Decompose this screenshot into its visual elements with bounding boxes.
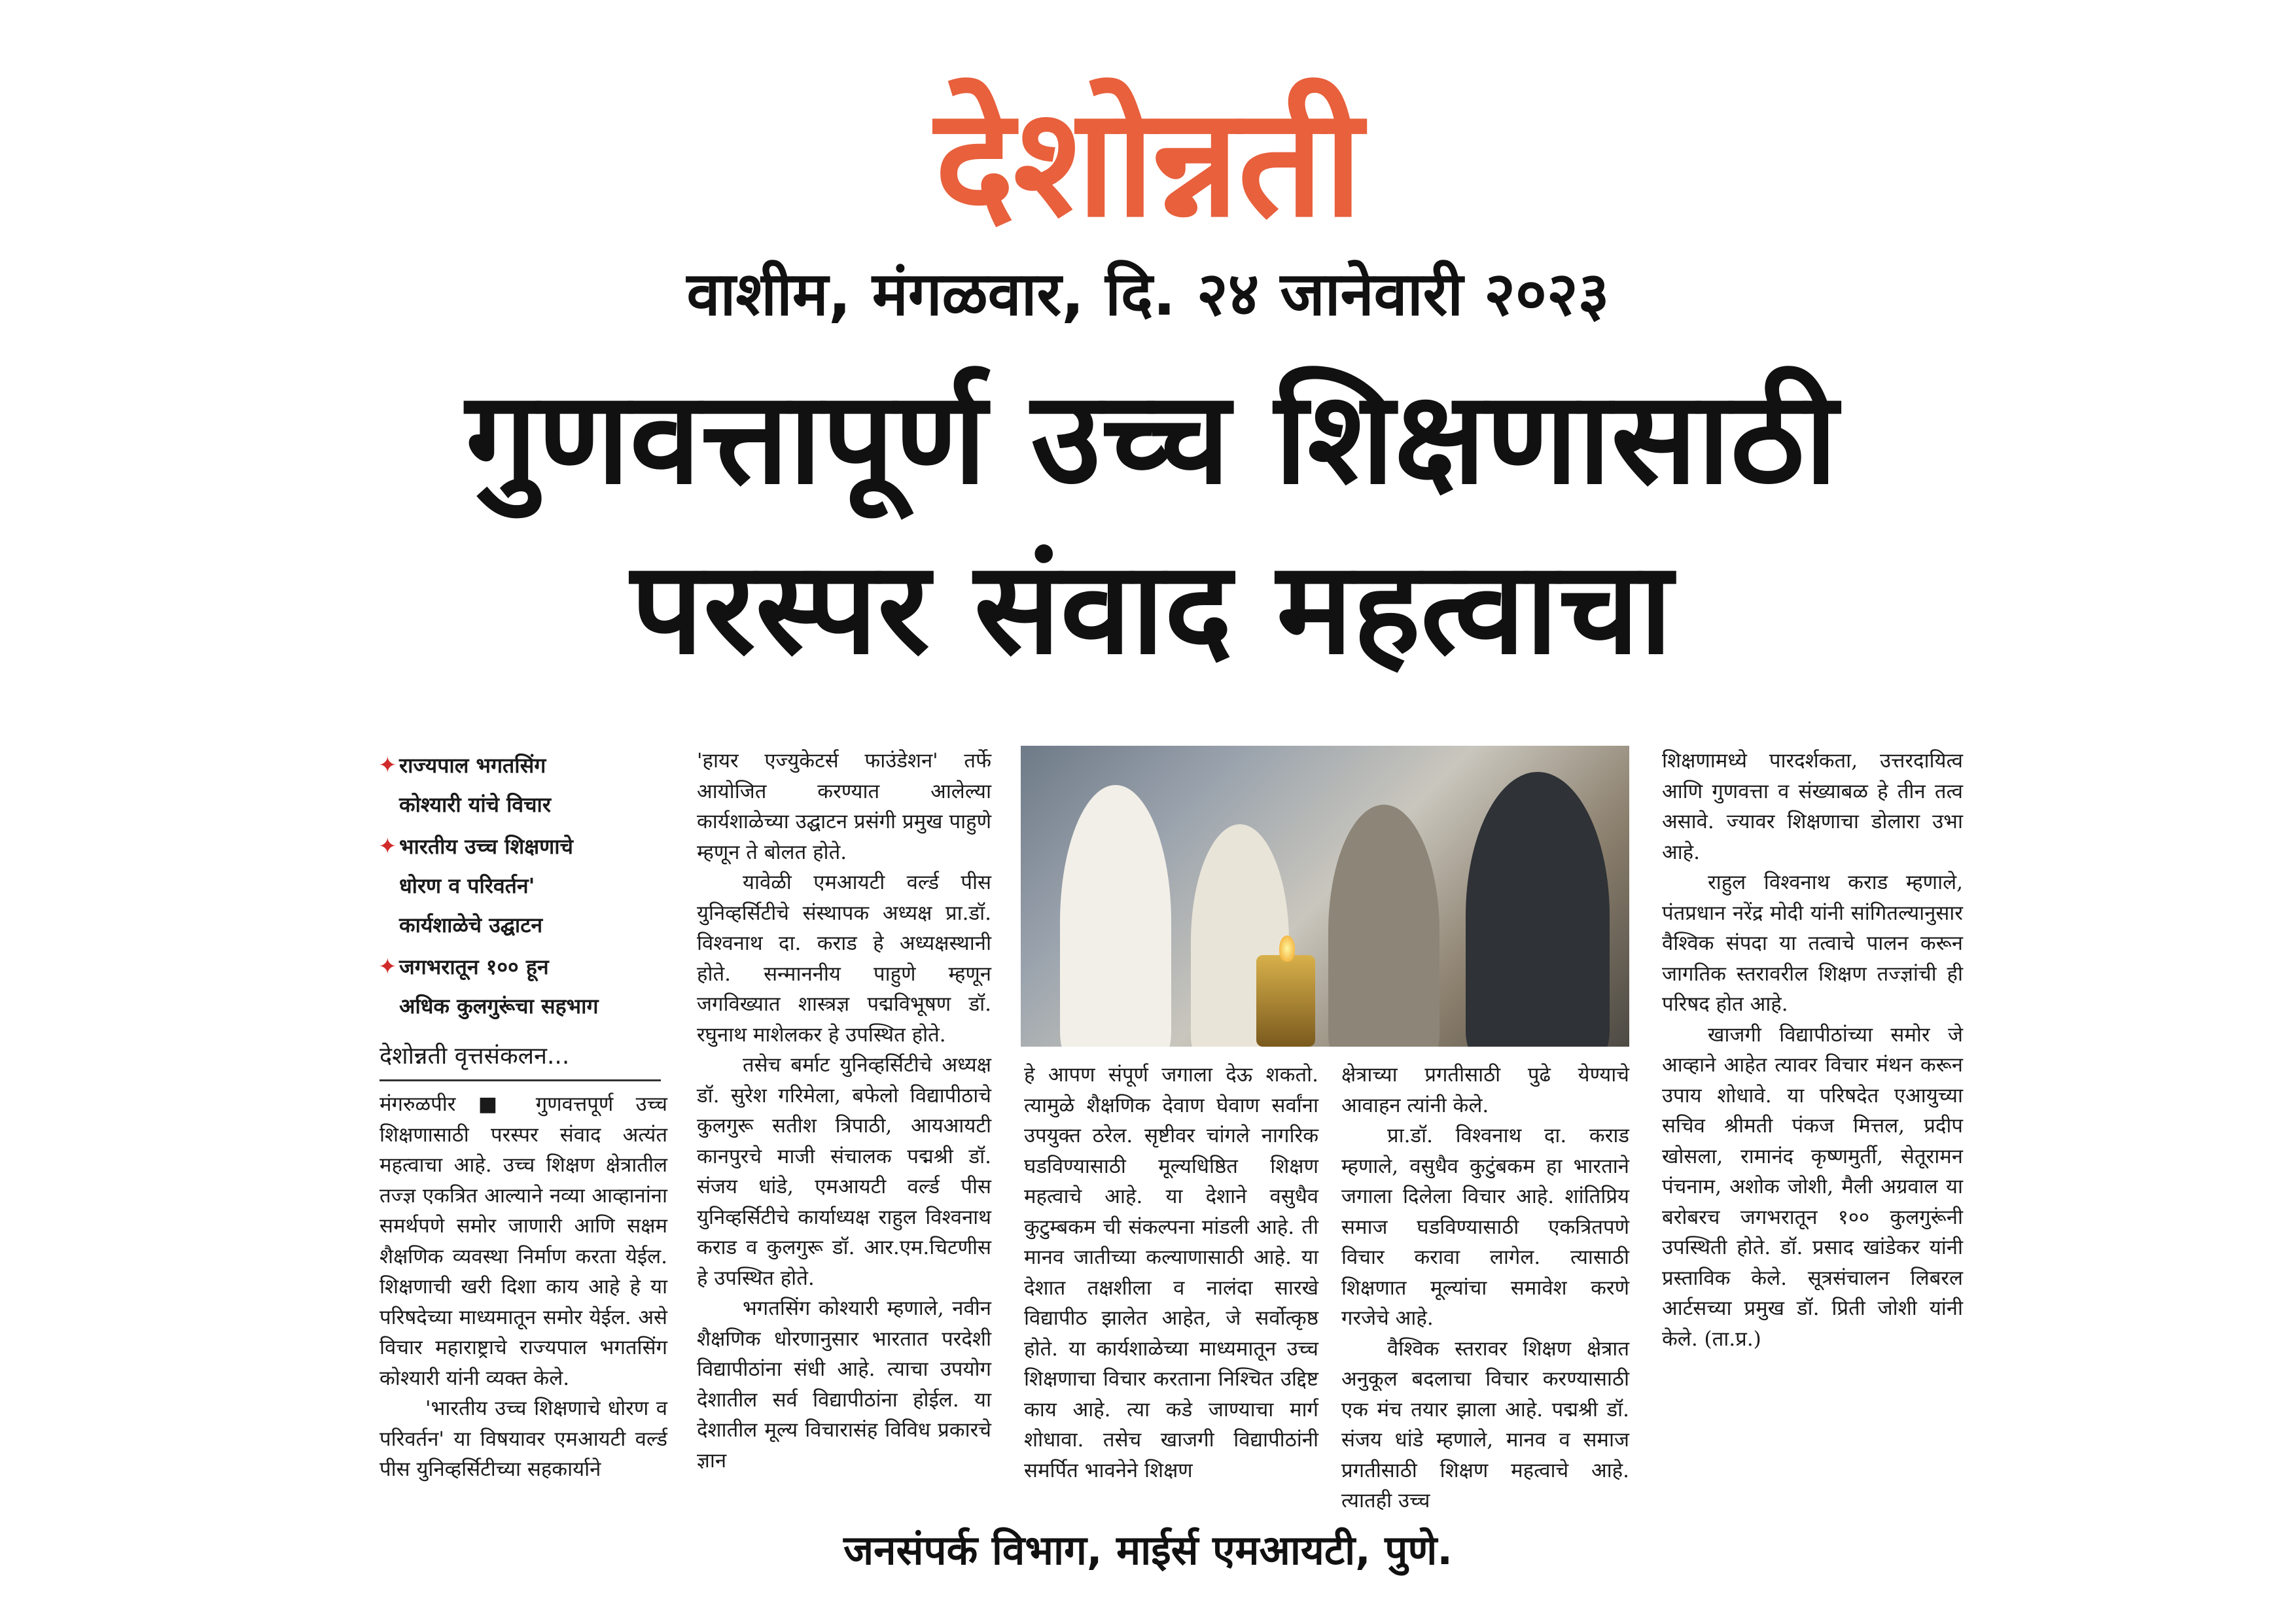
article-paragraph: भगतसिंग कोश्यारी म्हणाले, नवीन शैक्षणिक धोरणानुसार भारतात परदेशी विद्यापीठांना संधी आहे. त्याचा उपयोग देशातील सर्व विद्यापीठांना होईल. या देशातील मूल्य विचारासंह विविध प्रकारचे ज्ञान bbox=[697, 1297, 991, 1473]
article-column-5 bbox=[1662, 746, 1963, 1354]
lamp bbox=[1256, 955, 1315, 1047]
article-paragraph: हे आपण संपूर्ण जगाला देऊ शकतो. त्यामुळे शैक्षणिक देवाण घेवाण सर्वांना उपयुक्त ठरेल. सृष्टीवर चांगले नागरिक घडविण्यासाठी मूल्यधिष्ठित शिक्षण महत्वाचे आहे. या देशाने वसुधैव कुटुम्बकम ची संकल्पना मांडली आहे. ती मानव जातीच्या कल्याणासाठी आहे. या देशात तक्षशीला व नालंदा सारखे विद्यापीठ झालेत आहेत, जे सर्वोत्कृष्ठ होते. या कार्यशाळेच्या माध्यमातून उच्च शिक्षणाचा विचार करताना निश्चित उद्दिष्ट काय आहे. त्या कडे जाण्याचा मार्ग शोधावा. तसेच खाजगी विद्यापीठांनी समर्पित भावनेने शिक्षण bbox=[1024, 1063, 1318, 1482]
highlight-item bbox=[380, 827, 661, 945]
photo-figure bbox=[1328, 805, 1439, 1047]
article-paragraph: खाजगी विद्यापीठांच्या समोर जे आव्हाने आहेत त्यावर विचार मंथन करून उपाय शोधावे. या परिषदेत एआयुच्या सचिव श्रीमती पंकज मित्तल, प्रदीप खोसला, रामानंद कृष्णमुर्ती, सेतूरामन पंचनाम, अशोक जोशी, मैली अग्रवाल या बरोबरच जगभरातून १०० कुलगुरूंनी उपस्थिती होते. डॉ. प्रसाद खांडेकर यांनी प्रस्ताविक केले. सूत्रसंचालन लिबरल आर्टसच्या प्रमुख डॉ. प्रिती जोशी यांनी केले. (ता.प्र.) bbox=[1662, 1022, 1963, 1351]
article-paragraph: 'हायर एज्युकेटर्स फाउंडेशन' तर्फे आयोजित करण्यात आलेल्या कार्यशाळेच्या उद्घाटन प्रसंगी प्रमुख पाहुणे म्हणून ते बोलत होते. bbox=[697, 749, 991, 864]
article-paragraph: राहुल विश्वनाथ कराड म्हणाले, पंतप्रधान नरेंद्र मोदी यांनी सांगितल्यानुसार वैश्विक संपदा या तत्वाचे पालन करून जागतिक स्तरावरील शिक्षण तज्ज्ञांची ही परिषद होत आहे. bbox=[1662, 871, 1963, 1016]
star-bullet-icon: ✦ bbox=[378, 752, 397, 778]
article-paragraph: मंगरुळपीर ■ गुणवत्तपूर्ण उच्च शिक्षणासाठी परस्पर संवाद अत्यंत महत्वाचा आहे. उच्च शिक्षण क्षेत्रातील तज्ज्ञ एकत्रित आल्याने नव्या आव्हानांना समर्थपणे समोर जाणारी आणि सक्षम शैक्षणिक व्यवस्था निर्माण करता येईल. शिक्षणाची खरी दिशा काय आहे हे या परिषदेच्या माध्यमातून समोर येईल. असे विचार महाराष्ट्राचे राज्यपाल भगतसिंग कोश्यारी यांनी व्यक्त केले. bbox=[380, 1092, 667, 1390]
article-paragraph: तसेच बर्माट युनिव्हर्सिटीचे अध्यक्ष डॉ. सुरेश गरिमेला, बफेलो विद्यापीठाचे कुलगुरू सतीश त्रिपाठी, आयआयटी कानपुरचे माजी संचालक पद्मश्री डॉ. संजय धांडे, एमआयटी वर्ल्ड पीस युनिव्हर्सिटीचे कार्याध्यक्ष राहुल विश्वनाथ कराड व कुलगुरू डॉ. आर.एम.चिटणीस हे उपस्थित होते. bbox=[697, 1053, 991, 1290]
headline-line-1: गुणवत्तापूर्ण उच्च शिक्षणासाठी bbox=[465, 364, 1838, 512]
article-column-2 bbox=[697, 746, 991, 1476]
dateline: वाशीम, मंगळवार, दि. २४ जानेवारी २०२३ bbox=[686, 259, 1610, 329]
article-column-3 bbox=[1024, 1060, 1318, 1486]
photo-figure bbox=[1060, 785, 1171, 1047]
highlight-line: भारतीय उच्च शिक्षणाचे bbox=[399, 834, 573, 859]
article-paragraph: प्रा.डॉ. विश्वनाथ दा. कराड म्हणाले, वसुधैव कुटुंबकम हा भारताने जगाला दिलेला विचार आहे. शांतिप्रिय समाज घडविण्यासाठी एकत्रितपणे विचार करावा लागेल. त्यासाठी शिक्षणात मूल्यांचा समावेश करणे गरजेचे आहे. bbox=[1341, 1124, 1629, 1330]
article-paragraph: यावेळी एमआयटी वर्ल्ड पीस युनिव्हर्सिटीचे संस्थापक अध्यक्ष प्रा.डॉ. विश्वनाथ दा. कराड हे अध्यक्षस्थानी होते. सन्माननीय पाहुणे म्हणून जगविख्यात शास्त्रज्ञ पद्मविभूषण डॉ. रघुनाथ माशेलकर हे उपस्थित होते. bbox=[697, 871, 991, 1047]
star-bullet-icon: ✦ bbox=[378, 833, 397, 860]
article-column-4 bbox=[1341, 1060, 1629, 1516]
highlight-line: राज्यपाल भगतसिंग bbox=[399, 753, 546, 778]
highlight-line: कोश्यारी यांचे विचार bbox=[399, 792, 551, 817]
divider bbox=[380, 1079, 661, 1081]
headline-line-2: परस्पर संवाद महत्वाचा bbox=[630, 534, 1673, 682]
highlights-box bbox=[380, 746, 661, 1028]
highlight-line: कार्यशाळेचे उद्घाटन bbox=[399, 913, 543, 937]
event-photo bbox=[1021, 746, 1629, 1047]
newspaper-masthead: देशोन्नती bbox=[934, 76, 1362, 251]
highlight-line: अधिक कुलगुरूंचा सहभाग bbox=[399, 994, 599, 1019]
article-column-1 bbox=[380, 1089, 667, 1485]
article-paragraph: वैश्विक स्तरावर शिक्षण क्षेत्रात अनुकूल बदलाचा विचार करण्यासाठी एक मंच तयार झाला आहे. पद्मश्री डॉ. संजय धांडे म्हणाले, मानव व समाज प्रगतीसाठी शिक्षण महत्वाचे आहे. त्यातही उच्च bbox=[1341, 1336, 1629, 1512]
byline: देशोन्नती वृत्तसंकलन... bbox=[380, 1043, 570, 1070]
article-paragraph: शिक्षणामध्ये पारदर्शकता, उत्तरदायित्व आणि गुणवत्ता व संख्याबळ हे तीन तत्व असावे. ज्यावर शिक्षणाचा डोलारा उभा आहे. bbox=[1662, 749, 1963, 864]
highlight-item bbox=[380, 746, 661, 824]
article-paragraph: 'भारतीय उच्च शिक्षणाचे धोरण व परिवर्तन' या विषयावर एमआयटी वर्ल्ड पीस युनिव्हर्सिटीच्या सहकार्याने bbox=[380, 1397, 667, 1481]
highlight-line: धोरण व परिवर्तन' bbox=[399, 873, 535, 898]
footer-credit: जनसंपर्क विभाग, माईर्स एमआयटी, पुणे. bbox=[843, 1526, 1453, 1574]
highlight-item bbox=[380, 947, 661, 1026]
photo-figure bbox=[1466, 772, 1610, 1047]
star-bullet-icon: ✦ bbox=[378, 954, 397, 980]
highlight-line: जगभरातून १०० हून bbox=[399, 954, 549, 979]
article-paragraph: क्षेत्राच्या प्रगतीसाठी पुढे येण्याचे आवाहन त्यांनी केले. bbox=[1341, 1063, 1629, 1117]
flame bbox=[1279, 935, 1295, 962]
